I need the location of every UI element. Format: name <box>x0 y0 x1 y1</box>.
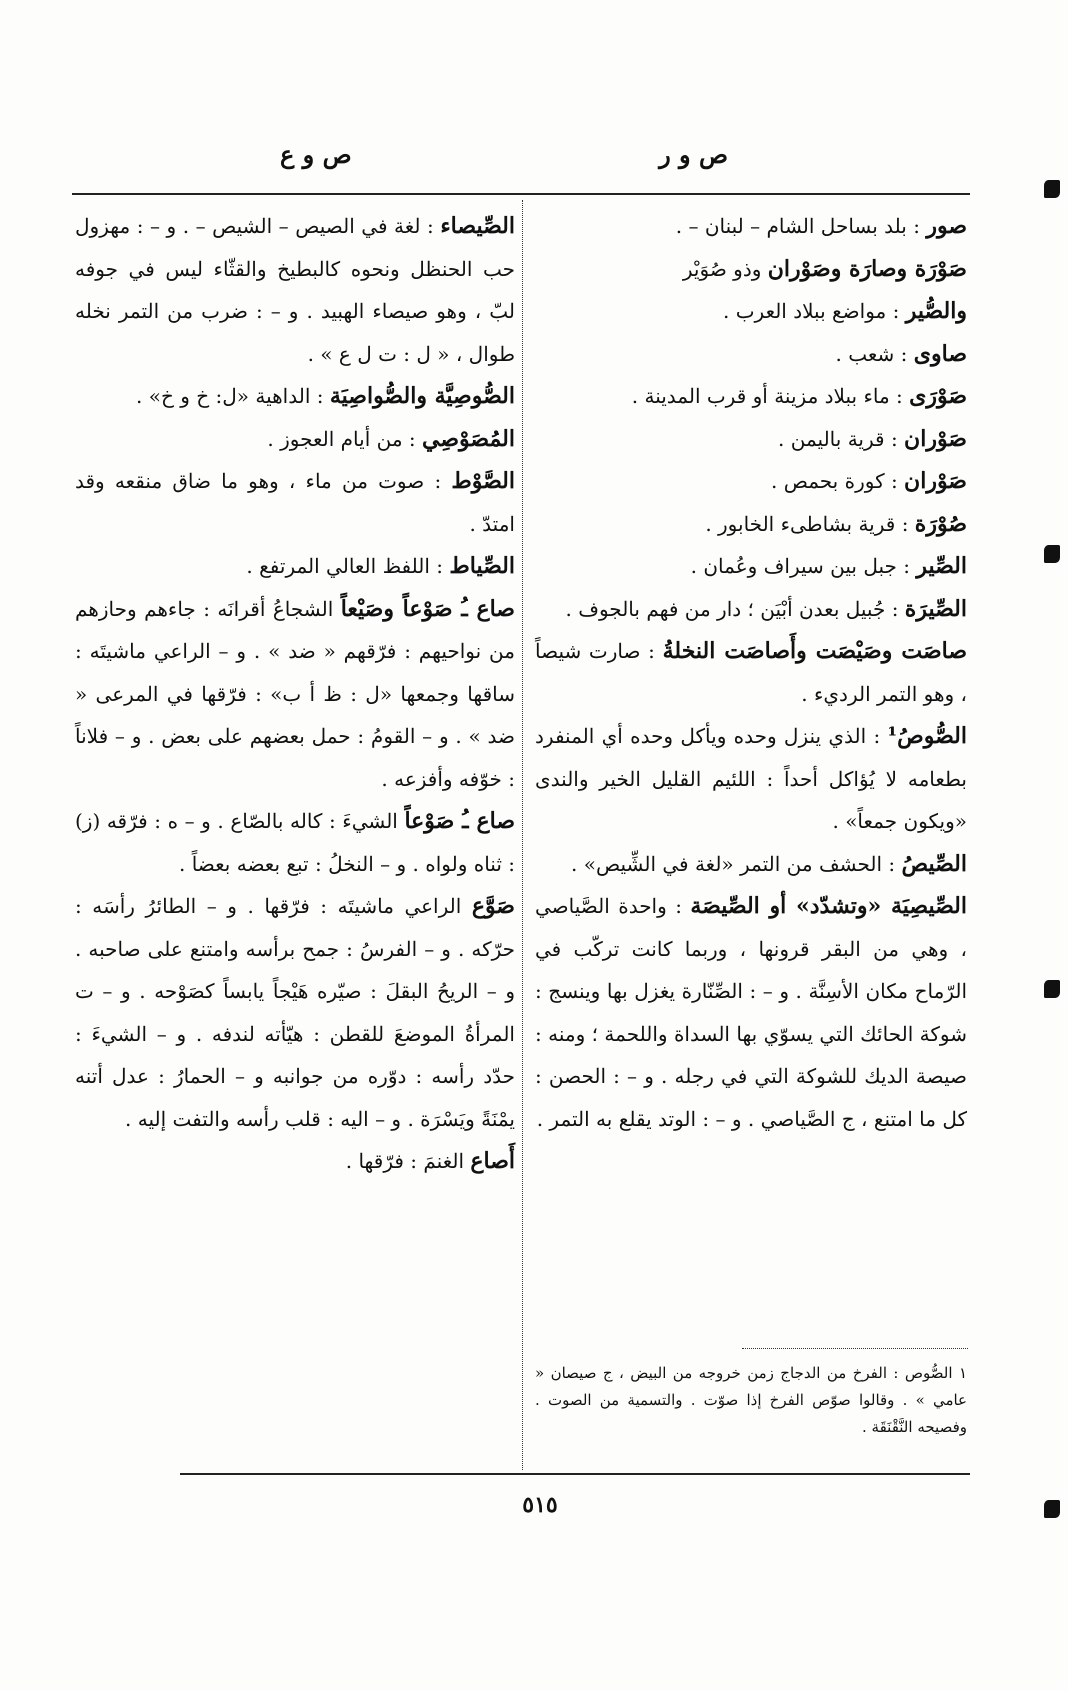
headword: الصِّيصاء <box>440 213 515 239</box>
entry <box>535 503 967 546</box>
left-column <box>75 205 515 1183</box>
definition: : بلد بساحل الشام – لبنان – . <box>675 214 927 238</box>
entry <box>75 885 515 1140</box>
footnote-rule <box>742 1348 968 1349</box>
definition: : صارت شيصاً ، وهو التمر الرديء . <box>535 639 967 706</box>
headword: الصِّير <box>916 553 967 579</box>
definition: : قرية بشاطىء الخابور . <box>705 511 915 536</box>
definition: الغنمَ : فرّقها . <box>345 1149 471 1173</box>
headword: صاع ـُ صَوْعاً وصَيْعاً <box>340 595 515 622</box>
definition: الشيءَ : كاله بالصّاع . و – ه : فرّقه (ز) : ثناه ولواه . و – النخلُ : تبع بعضه بعضاً . <box>75 809 515 876</box>
headword: صاع ـُ صَوْعاً <box>404 808 515 834</box>
entry <box>535 290 967 333</box>
binding-mark <box>1044 980 1060 998</box>
definition: : كورة بحمص . <box>770 469 905 493</box>
top-rule <box>72 193 970 195</box>
headword: صُوْرَة <box>914 510 967 537</box>
definition: : جبل بين سيراف وعُمان . <box>690 554 917 578</box>
headword: صَوَّع <box>471 893 515 919</box>
definition: : لغة في الصيص – الشيص – . و – : مهزول حب الحنظل ونحوه كالبطيخ والقثّاء ليس في جوفه لبّ ، وهو صيصاء الهبيد . و – : ضرب من التمر نخله طوال ، « ل : ت ل ع » . <box>75 214 515 366</box>
entry <box>75 1140 515 1183</box>
headword: الصِّيصُ <box>901 850 967 877</box>
definition: : صوت من ماء ، وهو ما ضاق منقعه وقد امتدّ . <box>75 469 515 536</box>
definition: : واحدة الصَّياصي ، وهي من البقر قرونها ، وربما كانت تركّب في الرّماح مكان الأسِنَّة . و – : الصِّنّارة يغزل بها وينسج : شوكة الحائك التي يسوّي بها السداة واللحمة ؛ ومنه : صيصة الديك للشوكة التي في رجله . و – : الحصن : كل ما امتنع ، ج الصَّياصي . و – : الوتد يقلع به التمر . <box>535 894 967 1131</box>
entry <box>535 588 967 631</box>
entry <box>535 375 967 418</box>
headword: والصُّير <box>905 298 967 324</box>
entry <box>535 715 967 843</box>
binding-mark <box>1044 545 1060 563</box>
entry <box>535 843 967 886</box>
right-column <box>535 205 967 1140</box>
headword: الصَّوْط <box>451 468 515 494</box>
entry <box>535 460 967 503</box>
headword: صَوْران <box>904 425 967 452</box>
entry <box>535 333 967 376</box>
headword: صَوْرَة وصارَة وصَوْران <box>767 255 967 282</box>
definition: : مواضع ببلاد العرب . <box>722 299 906 323</box>
bottom-rule <box>180 1473 970 1475</box>
definition: : اللفظ العالي المرتفع . <box>246 554 450 578</box>
definition: الشجاعُ أقرانَه : جاءهم وحازهم من نواحيهم : فرّقهم « ضد » . و – الراعي ماشيتَه : ساقها وجمعها «ل : ظ أ ب» : فرّقها في المرعى « ضد » . و – القومُ : حمل بعضهم على بعض . و – فلاناً : خوّفه وأفزعه . <box>75 596 515 791</box>
headword: الصُّوصُ¹ <box>887 723 967 749</box>
binding-mark <box>1044 180 1060 198</box>
headword: صَوْران <box>904 468 967 494</box>
definition: : الذي ينزل وحده ويأكل وحده أي المنفرد بطعامه لا يُؤاكل أحداً : اللئيم القليل الخير والندى «ويكون جمعاً» . <box>535 724 967 833</box>
headword: أَصاع <box>470 1148 515 1174</box>
binding-mark <box>1044 1500 1060 1518</box>
running-header <box>0 140 1068 180</box>
header-root-left: ص و ع <box>280 140 352 169</box>
entry <box>75 460 515 545</box>
definition: الراعي ماشيتَه : فرّقها . و – الطائرُ رأسَه : حرّكه . و – الفرسُ : جمح برأسه وامتنع على صاحبه . و – الريحُ البقلَ : صيّره هَيْجاً يابساً كصَوْحه . و – ت المرأةُ الموضعَ للقطن : هيّأته لندفه . و – الشيءَ : حدّد رأسه : دوّره من جوانبه و – الحمارُ : عدل أتنه يمْنَةً ويَسْرَة . و – اليه : قلب رأسه والتفت إليه . <box>75 894 515 1131</box>
entry <box>535 885 967 1140</box>
headword: الصُّوصِيَّة والصُّواصِيَة <box>329 383 515 409</box>
headword: صور <box>926 213 967 239</box>
definition: : الداهية «ل: خ و خ» . <box>136 384 330 408</box>
definition: : من أيام العجوز . <box>267 426 422 451</box>
entry <box>75 588 515 801</box>
definition: : ماء ببلاد مزينة أو قرب المدينة . <box>631 384 910 408</box>
entry <box>535 630 967 715</box>
definition: : الحشف من التمر «لغة في الشِّيص» . <box>571 851 902 876</box>
entry <box>75 418 515 461</box>
headword: الصِّيصِيَة «وتشدّد» أو الصِّيصَة <box>690 893 967 919</box>
entry <box>535 545 967 588</box>
entry <box>535 418 967 461</box>
entry <box>75 800 515 885</box>
header-root-right: ص و ر <box>659 140 728 169</box>
entry <box>75 375 515 418</box>
definition: : شعب . <box>835 341 914 366</box>
entry <box>535 248 967 291</box>
column-divider <box>522 200 523 1470</box>
entry <box>535 205 967 248</box>
footnote: ١ الصُّوص : الفرخ من الدجاج زمن خروجه من البيض ، ج صيصان « عامي » . وقالوا صوّص الفرخ إذا صوّت . والتسمية من الصوت . وفصيحه النَّقْنَقَة . <box>535 1364 967 1436</box>
headword: الصِّياط <box>449 553 515 579</box>
definition: : جُبيل بعدن أبْيَن ؛ دار من فهم بالجوف . <box>565 596 905 621</box>
headword: صاوى <box>913 340 967 367</box>
headword: صَوْرَى <box>909 383 967 409</box>
entry <box>75 205 515 375</box>
definition: : قرية باليمن . <box>778 426 905 451</box>
entry <box>75 545 515 588</box>
page-number: ٥١٥ <box>522 1492 558 1518</box>
headword: الصِّيرَة <box>904 595 967 622</box>
definition: وذو صُوَيْر <box>682 256 768 281</box>
headword: المُصَوْصِي <box>422 425 515 452</box>
headword: صاصَت وصَيْصَت وأَصاصَت النخلةُ <box>662 638 968 664</box>
